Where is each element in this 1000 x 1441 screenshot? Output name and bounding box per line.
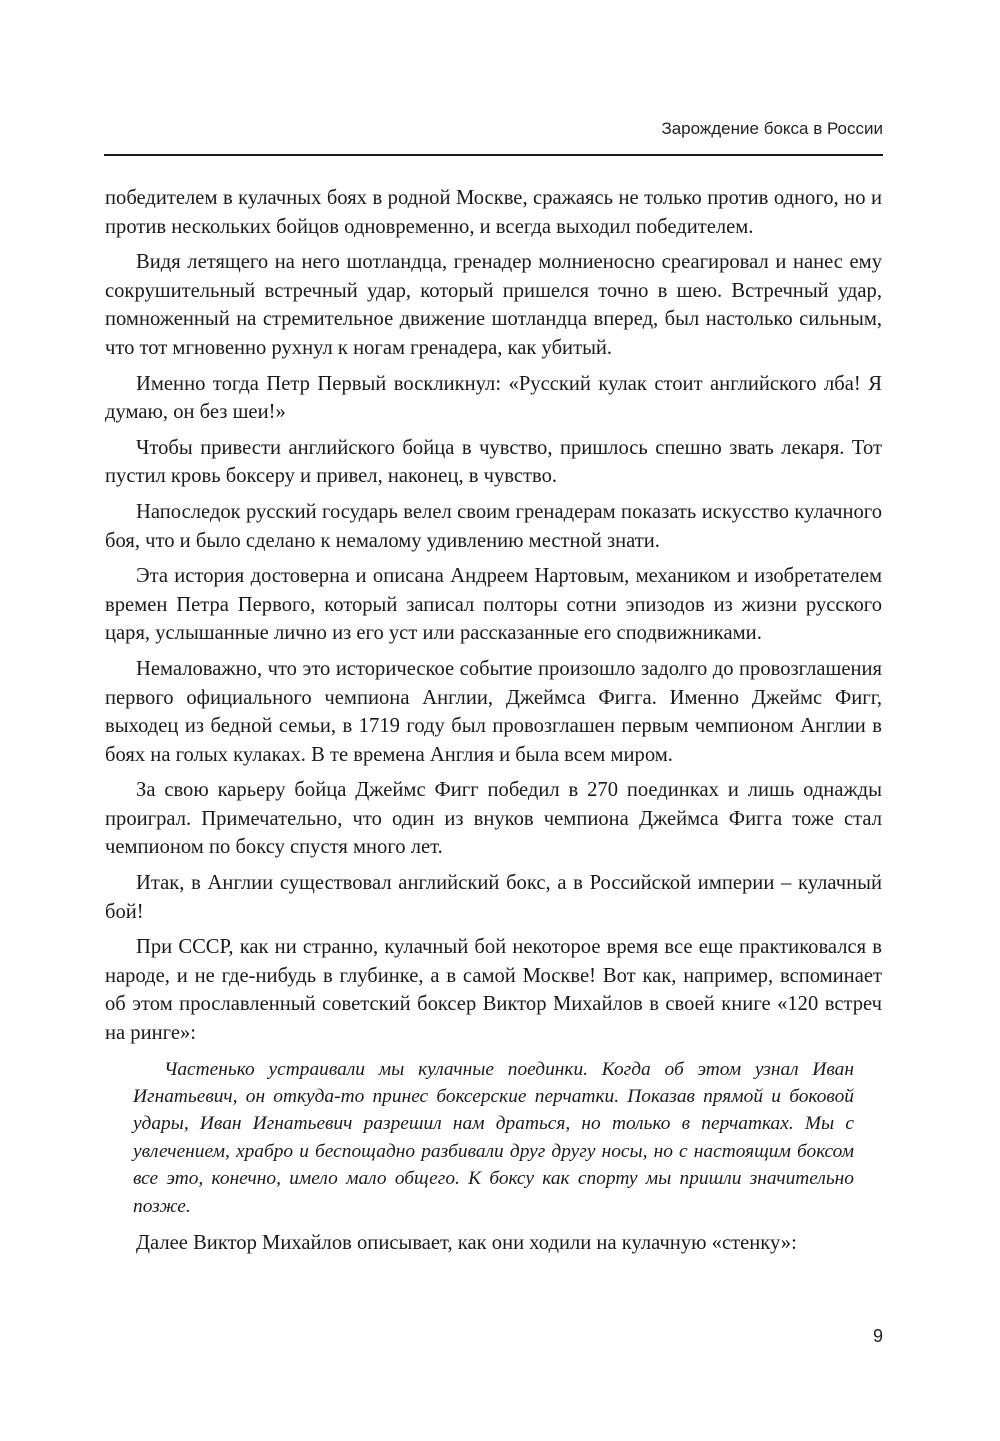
block-quote: Частенько устраивали мы кулачные поединки. Когда об этом узнал Иван Игнатьевич, он откуда-то принес боксерские перчатки. Показав прямой и боковой удары, Иван Игнатьевич разрешил нам драться, но только в перчатках. Мы с увлечением, храбро и беспощадно разбивали друг другу носы, но с настоящим боксом все это, конечно, имело мало общего. К боксу как спорту мы пришли значительно позже.	[133, 1058, 854, 1217]
paragraph: При СССР, как ни странно, кулачный бой некоторое время все еще практиковался в народе, и не где-нибудь в глубинке, а в самой Москве! Вот как, например, вспоминает об этом прославленный советский боксер Виктор Михайлов в своей книге «120 встреч на ринге»:	[105, 936, 882, 1045]
closing-paragraph: Далее Виктор Михайлов описывает, как они ходили на кулачную «стенку»:	[136, 1232, 797, 1255]
paragraph: Напоследок русский государь велел своим гренадерам показать искусство кулачного боя, что и было сделано к немалому удивлению местной знати.	[105, 500, 882, 552]
paragraph: Видя летящего на него шотландца, гренадер молниеносно среагировал и нанес ему сокрушительный встречный удар, который пришелся точно в шею. Встречный удар, помноженный на стремительное движение шотландца вперед, был настолько сильным, что тот мгновенно рухнул к ногам гренадера, как убитый.	[105, 251, 882, 359]
paragraph: Немаловажно, что это историческое событие произошло задолго до провозглашения первого официального чемпиона Англии, Джеймса Фигга. Именно Джеймс Фигг, выходец из бедной семьи, в 1719 году был провозглашен первым чемпионом Англии в боях на голых кулаках. В те времена Англия и была всем миром.	[105, 657, 882, 766]
page-number: 9	[872, 1326, 883, 1346]
main-text	[105, 184, 882, 1258]
header-rule	[104, 154, 883, 156]
paragraph: Чтобы привести английского бойца в чувство, пришлось спешно звать лекаря. Тот пустил кровь боксеру и привел, наконец, в чувство.	[105, 436, 882, 488]
paragraph: Итак, в Англии существовал английский бокс, а в Российской империи – кулачный бой!	[105, 872, 882, 923]
paragraph: победителем в кулачных боях в родной Москве, сражаясь не только против одного, но и против нескольких бойцов одновременно, и всегда выходил победителем.	[105, 187, 882, 238]
paragraph: За свою карьеру бойца Джеймс Фигг победил в 270 поединках и лишь однажды проиграл. Примечательно, что один из внуков чемпиона Джеймса Фигга тоже стал чемпионом по боксу спустя много лет.	[105, 779, 882, 859]
paragraph: Именно тогда Петр Первый воскликнул: «Русский кулак стоит английского лба! Я думаю, он без шеи!»	[105, 372, 882, 424]
paragraph: Эта история достоверна и описана Андреем Нартовым, механиком и изобретателем времен Петра Первого, который записал полторы сотни эпизодов из жизни русского царя, услышанные лично из его уст или рассказанные его сподвижниками.	[105, 565, 882, 645]
running-title: Зарождение бокса в России	[661, 119, 883, 138]
